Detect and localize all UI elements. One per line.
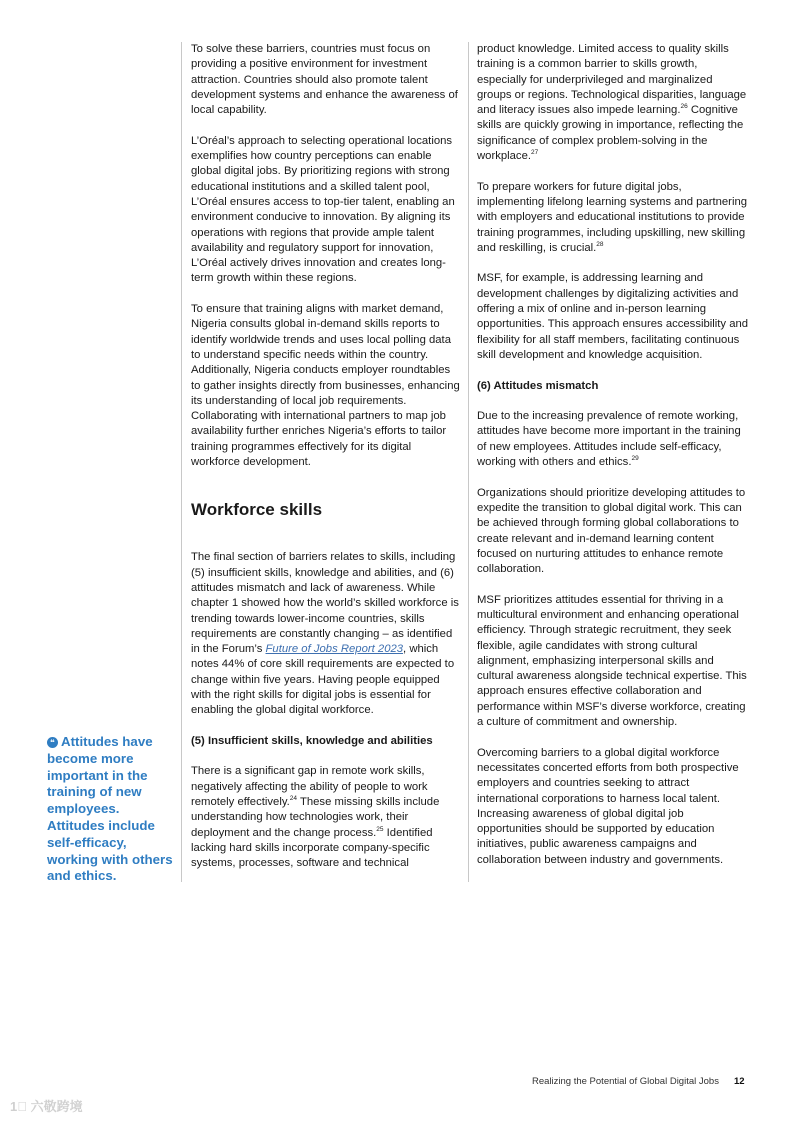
text-run: Identified lacking hard skills incorporate company-specific systems, processes, software and technical [191,826,433,870]
text-run: Due to the increasing prevalence of remote working, attitudes have become more important in the training of new employees. Attitudes include self-efficacy, working with others and ethics. [477,410,741,469]
paragraph: Organizations should prioritize developing attitudes to expedite the transition to global digital work. This can be achieved through forming global collaborations to create relevant and in-demand learning content focused on nurturing attitudes to enhance remote collaboration. [477,486,746,576]
left-column [191,42,461,887]
future-of-jobs-link[interactable]: Future of Jobs Report 2023 [265,643,404,656]
footnote-ref: 24 [289,795,298,803]
column-divider-left [181,42,182,882]
paragraph: L’Oréal’s approach to selecting operational locations exemplifies how country perceptions can enable global digital jobs. By prioritizing regions with strong educational institutions and a skilled talent pool, L’Oréal ensures access to top-tier talent, enabling an environment conducive to innovation. By aligning its operations with regions that provide ample talent availability and regulatory support for innovation, L’Oréal actively drives innovation and creates long-term growth within these regions. [191,134,455,285]
text-run: product knowledge. Limited access to quality skills training is a common barrier to skills growth, especially for underprivileged and marginalized groups or regions. Technological disparities, language and literacy issues also impede learning. [477,43,747,117]
footnote-ref: 26 [680,103,688,111]
paragraph: MSF prioritizes attitudes essential for thriving in a multicultural environment and enhancing operational efficiency. Through strategic recruitment, they seek flexible, agile candidates with strong cultural alignment, emphasizing interpersonal skills and cultural awareness alongside technical expertise. This approach ensures effective collaboration and performance within MSF’s diverse workforce, creating a culture of commitment and ownership. [477,593,747,729]
column-divider-right [468,42,469,882]
footnote-ref: 27 [531,149,539,157]
paragraph [477,409,749,470]
text-run: These missing skills include understanding how technologies work, their deployment and the change process. [191,796,440,839]
watermark: 1⃣ 六敬跨境 [10,1099,83,1114]
page-number: 12 [734,1076,745,1087]
paragraph [191,550,461,718]
quote-icon: ❝ [47,737,58,748]
paragraph [191,764,461,871]
text-run: , which notes 44% of core skill requirements are expected to change within five years. Having people equipped with the right skills for digital jobs is essential for enabling the global digital workforce. [191,643,455,717]
pull-quote-text: Attitudes have become more important in the training of new employees. Attitudes include self-efficacy, working with others and ethics. [47,734,173,884]
footnote-ref: 25 [376,825,384,833]
paragraph: Overcoming barriers to a global digital workforce necessitates concerted efforts from both prospective employers and countries seeking to attract international corporations to harness local talent. Increasing awareness of global digital job opportunities should be supported by education initiatives, public awareness campaigns and collaboration between industry and governments. [477,746,739,866]
paragraph: MSF, for example, is addressing learning and development challenges by digitalizing activities and offering a mix of online and in-person learning opportunities. This approach ensures accessibility and flexibility for all staff members, facilitating continuous skill development and knowledge acquisition. [477,272,749,361]
paragraph: To solve these barriers, countries must focus on providing a positive environment for investment attraction. Countries should also promote talent development systems and enhance the awareness of local capability. [191,43,458,117]
paragraph: To ensure that training aligns with market demand, Nigeria consults global in-demand skills reports to identify worldwide trends and uses local polling data to understand specific needs within the country. Additionally, Nigeria conducts employer roundtables to gather insights directly from businesses, enhancing its understanding of local job requirements. Collaborating with international partners to map job availability further enriches Nigeria’s efforts to tailor training programmes effectively for its digital workforce development. [191,303,460,469]
paragraph [477,180,749,256]
footnote-ref: 29 [631,455,639,463]
text-run: There is a significant gap in remote work skills, negatively affecting the ability of people to work remotely effectively. [191,765,428,809]
text-run: Cognitive skills are quickly growing in importance, reflecting the significance of complex problem-solving in the workplace. [477,104,744,163]
footnote-ref: 28 [596,240,604,248]
subheading: (6) Attitudes mismatch [477,379,599,392]
section-heading: Workforce skills [191,500,323,520]
paragraph [477,42,749,164]
subheading: (5) Insufficient skills, knowledge and abilities [191,734,433,747]
text-run: The final section of barriers relates to skills, including (5) insufficient skills, knowledge and abilities, and (6) attitudes mismatch and lack of awareness. While chapter 1 showed how the world’s skilled workforce is trending towards lower-income countries, skills requirements are constantly changing – as identified in the Forum’s [191,551,459,656]
pull-quote [47,734,177,885]
footer-title: Realizing the Potential of Global Digital Jobs [532,1076,719,1087]
text-run: To prepare workers for future digital jobs, implementing lifelong learning systems and partnering with employers and educational institutions to provide training programmes, including upskilling, new skilling and reskilling, is crucial. [477,180,748,254]
right-column [477,42,749,883]
